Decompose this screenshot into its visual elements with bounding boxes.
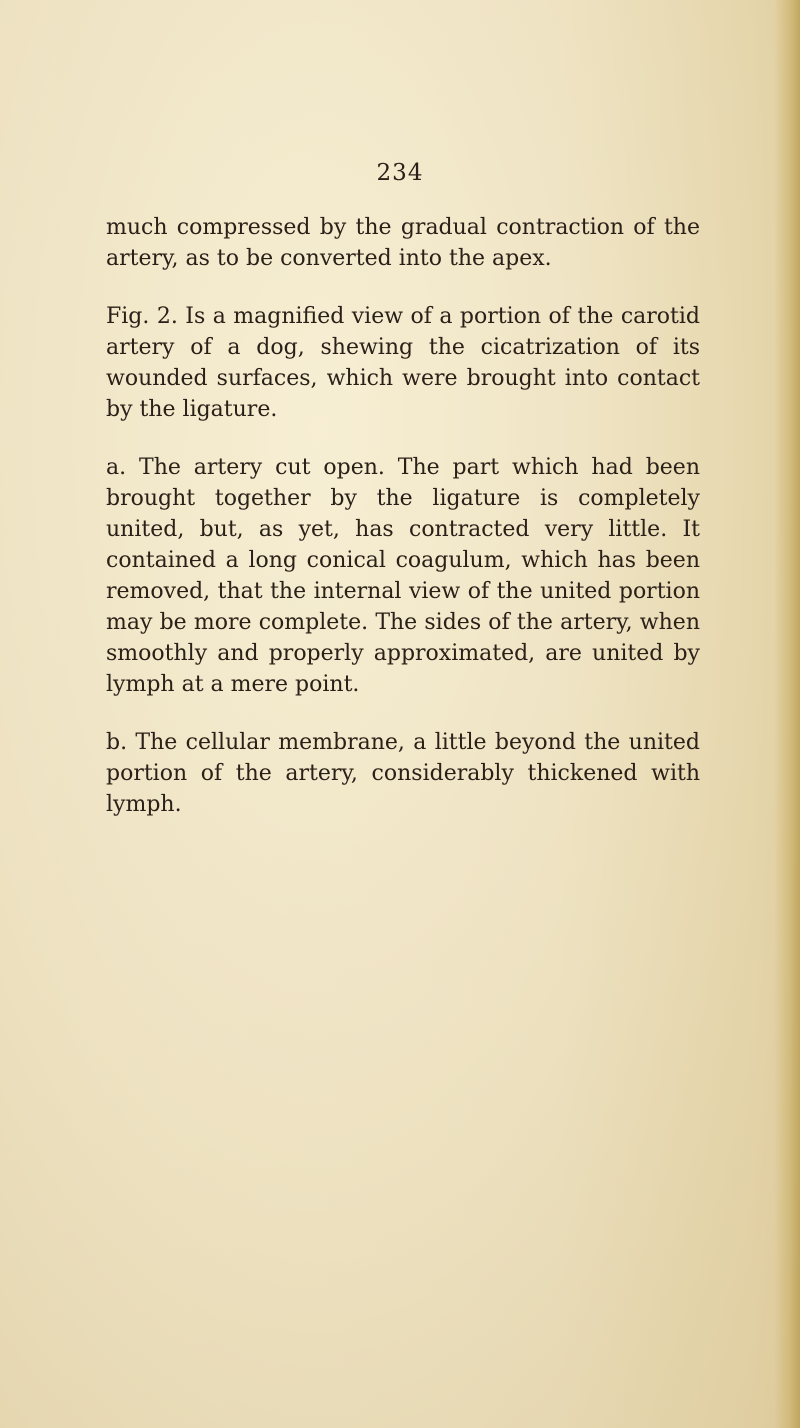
paragraph-continuation: much compressed by the gradual contraction of the artery, as to be converted into the apex. — [106, 215, 700, 271]
page-edge-shadow — [774, 0, 800, 1428]
body-text — [106, 212, 700, 847]
paragraph-fig-2: Fig. 2. Is a magnified view of a portion of the carotid artery of a dog, shewing the cicatrization of its wounded surfaces, which were brought into contact by the ligature. — [106, 304, 700, 422]
paragraph-item-a: a. The artery cut open. The part which had been brought together by the ligature is completely united, but, as yet, has contracted very little. It contained a long conical coagulum, which has been removed, that the internal view of the united portion may be more complete. The sides of the artery, when smoothly and properly approximated, are united by lymph at a mere point. — [106, 455, 700, 697]
paragraph-item-b: b. The cellular membrane, a little beyond the united portion of the artery, considerably thickened with lymph. — [106, 730, 700, 817]
page-number: 234 — [376, 160, 424, 186]
